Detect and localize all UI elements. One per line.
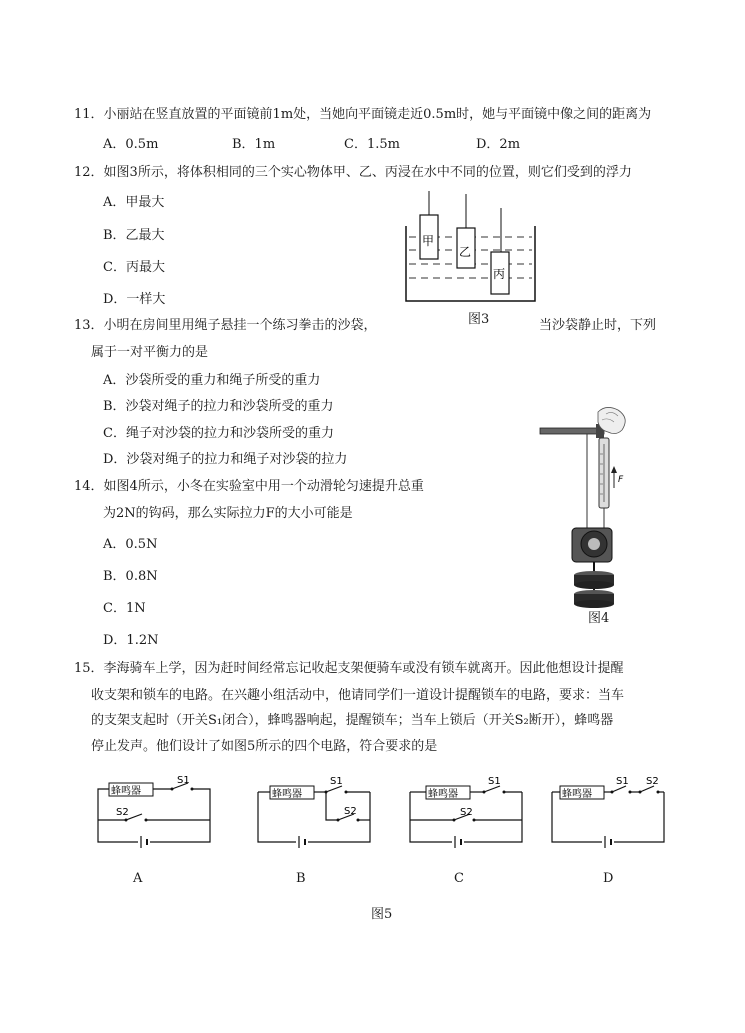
q11-option-c: C．1.5m [344, 137, 400, 152]
figure-3-caption: 图3 [468, 312, 490, 327]
s1-c: S1 [488, 776, 501, 787]
figure-3-beaker [400, 188, 540, 306]
label-jia: 甲 [422, 234, 435, 248]
s1-b: S1 [330, 776, 343, 787]
q12-option-a: A．甲最大 [103, 195, 165, 210]
label-yi: 乙 [459, 245, 472, 259]
buzzer-d: 蜂鸣器 [562, 789, 592, 800]
circuit-label-b: B [296, 871, 306, 886]
circuit-d [552, 776, 664, 849]
buzzer-b: 蜂鸣器 [272, 789, 302, 800]
force-label: F [618, 475, 624, 485]
q13-option-d: D．沙袋对绳子的拉力和绳子对沙袋的拉力 [103, 452, 348, 467]
s2-c: S2 [460, 807, 473, 818]
s1-d: S1 [616, 776, 629, 787]
s2-b: S2 [344, 806, 357, 817]
q12-option-d: D．一样大 [103, 292, 166, 307]
q14-stem-a: 14．如图4所示，小冬在实验室中用一个动滑轮匀速提升总重 [74, 479, 424, 494]
s2-d: S2 [646, 776, 659, 787]
q15-line-1: 15．李海骑车上学，因为赶时间经常忘记收起支架便骑车或没有锁车就离开。因此他想设计提醒 [74, 661, 624, 676]
circuit-a [98, 775, 210, 849]
q11-stem: 11．小丽站在竖直放置的平面镜前1m处，当她向平面镜走近0.5m时，她与平面镜中像之间的距离为 [74, 107, 652, 122]
q11-option-d: D．2m [476, 137, 521, 152]
buzzer-a: 蜂鸣器 [111, 786, 141, 797]
q14-stem-b: 为2N的钩码，那么实际拉力F的大小可能是 [103, 506, 353, 521]
q13-option-b: B．沙袋对绳子的拉力和沙袋所受的重力 [103, 399, 334, 414]
circuit-label-d: D [603, 871, 614, 886]
buzzer-c: 蜂鸣器 [428, 789, 458, 800]
q13-stem-c: 属于一对平衡力的是 [91, 345, 209, 360]
circuit-c [410, 776, 522, 849]
q14-option-c: C．1N [103, 601, 146, 616]
circuit-label-c: C [454, 871, 464, 886]
figure-4-caption: 图4 [588, 611, 610, 626]
q13-stem-b: 当沙袋静止时，下列 [539, 318, 657, 333]
q11-option-a: A．0.5m [103, 137, 159, 152]
q13-option-a: A．沙袋所受的重力和绳子所受的重力 [103, 373, 321, 388]
q15-line-2: 收支架和锁车的电路。在兴趣小组活动中，他请同学们一道设计提醒锁车的电路，要求：当车 [91, 688, 625, 703]
q15-line-4: 停止发声。他们设计了如图5所示的四个电路，符合要求的是 [91, 739, 438, 754]
q12-option-c: C．丙最大 [103, 260, 165, 275]
s2-a: S2 [116, 807, 129, 818]
q15-line-3: 的支架支起时（开关S₁闭合），蜂鸣器响起，提醒锁车；当车上锁后（开关S₂断开），蜂鸣器 [91, 713, 614, 728]
q12-option-b: B．乙最大 [103, 228, 165, 243]
s1-a: S1 [177, 775, 190, 786]
q14-option-a: A．0.5N [103, 537, 158, 552]
q14-option-d: D．1.2N [103, 633, 159, 648]
q13-stem-a: 13．小明在房间里用绳子悬挂一个练习拳击的沙袋， [74, 318, 377, 333]
q14-option-b: B．0.8N [103, 569, 158, 584]
label-bing: 丙 [493, 267, 506, 281]
figure-5-circuits [80, 772, 680, 862]
figure-5-caption: 图5 [371, 907, 393, 922]
q11-option-b: B．1m [232, 137, 276, 152]
circuit-label-a: A [133, 871, 143, 886]
q13-option-c: C．绳子对沙袋的拉力和沙袋所受的重力 [103, 426, 334, 441]
q12-stem: 12．如图3所示，将体积相同的三个实心物体甲、乙、丙浸在水中不同的位置，则它们受到的浮力 [74, 165, 632, 180]
figure-4-pulley [536, 404, 646, 609]
circuit-b [258, 776, 370, 849]
